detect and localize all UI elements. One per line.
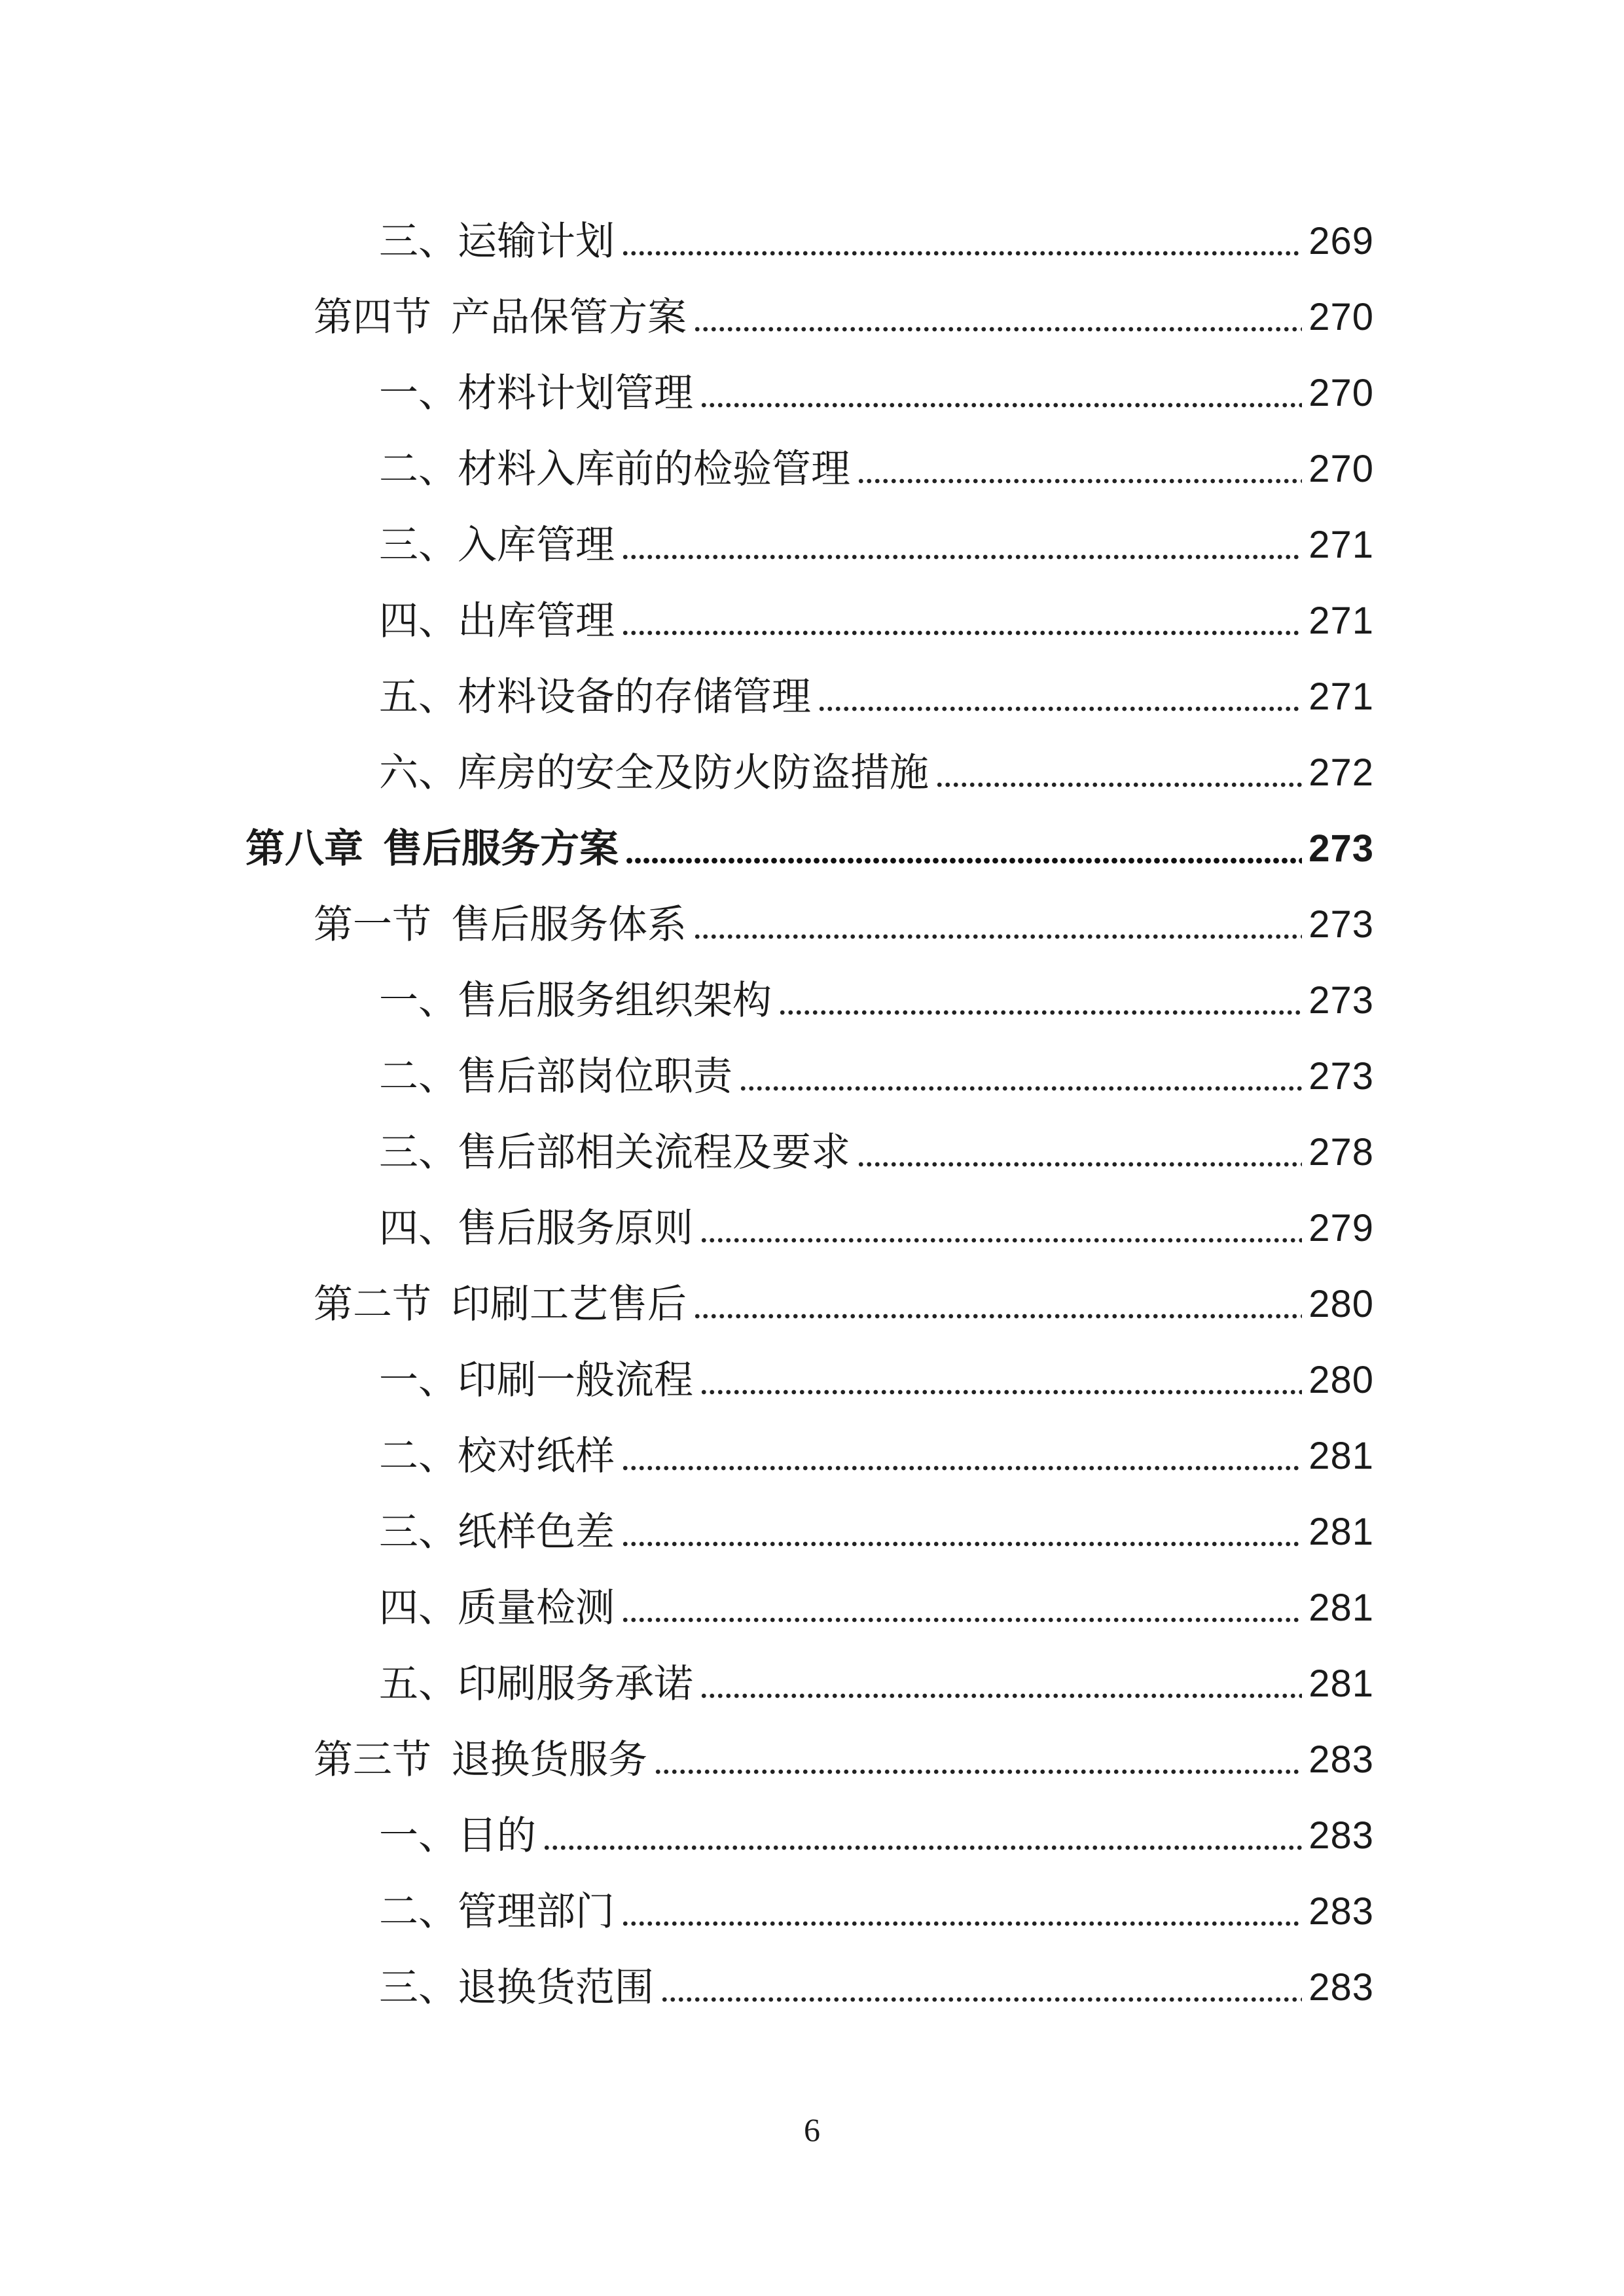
toc-entry[interactable] — [379, 1655, 1374, 1713]
toc-entry-title — [314, 1731, 647, 1789]
toc-entry-prefix: 第一节 — [314, 902, 431, 948]
toc-entry-text: 目的 — [458, 1813, 536, 1859]
dot-leader — [700, 1351, 1302, 1410]
toc-entry-page: 273 — [1308, 979, 1374, 1022]
toc-entry-page: 280 — [1308, 1283, 1374, 1325]
dot-leader — [818, 668, 1302, 726]
toc-entry-text: 产品保管方案 — [451, 295, 687, 340]
dot-leader — [621, 212, 1302, 271]
toc-entry-page: 283 — [1308, 1814, 1374, 1857]
dot-leader — [621, 516, 1302, 575]
toc-entry-text: 质量检测 — [458, 1585, 615, 1631]
toc-entry[interactable] — [379, 1199, 1374, 1258]
toc-entry-title — [379, 516, 615, 575]
toc-entry[interactable] — [379, 971, 1374, 1030]
toc-entry-text: 校对纸样 — [458, 1433, 615, 1479]
toc-entry-prefix: 三、 — [379, 1965, 458, 2011]
toc-entry[interactable] — [314, 895, 1374, 954]
dot-leader — [857, 440, 1302, 499]
toc-entry-prefix: 第四节 — [314, 295, 431, 340]
toc-entry-text: 退换货服务 — [451, 1737, 647, 1783]
toc-entry-page: 271 — [1308, 675, 1374, 718]
dot-leader — [700, 364, 1302, 423]
toc-entry-page: 269 — [1308, 220, 1374, 262]
toc-entry-title — [379, 1503, 615, 1562]
toc-entry[interactable] — [379, 1503, 1374, 1562]
toc-entry-title — [245, 819, 619, 878]
toc-entry-text: 运输计划 — [458, 219, 615, 264]
toc-entry-page: 283 — [1308, 1966, 1374, 2009]
toc-entry-page: 273 — [1308, 903, 1374, 946]
toc-entry-page: 281 — [1308, 1662, 1374, 1705]
toc-entry-page: 270 — [1308, 448, 1374, 490]
toc-entry-page: 281 — [1308, 1511, 1374, 1553]
dot-leader — [621, 1503, 1302, 1562]
toc-entry-text: 印刷服务承诺 — [458, 1661, 693, 1707]
toc-entry-prefix: 一、 — [379, 1357, 458, 1403]
toc-entry-prefix: 第二节 — [314, 1282, 431, 1327]
dot-leader — [621, 1427, 1302, 1486]
toc-entry-prefix: 一、 — [379, 1813, 458, 1859]
toc-entry-title — [379, 1579, 615, 1638]
toc-entry-text: 售后服务原则 — [458, 1206, 693, 1251]
toc-entry[interactable] — [379, 1351, 1374, 1410]
toc-entry-text: 入库管理 — [458, 522, 615, 568]
toc-entry-title — [379, 1047, 732, 1106]
toc-entry-title — [379, 1427, 615, 1486]
dot-leader — [693, 1275, 1302, 1334]
toc-entry-title — [379, 1123, 850, 1182]
toc-entry-prefix: 二、 — [379, 446, 458, 492]
toc-entry[interactable] — [379, 668, 1374, 726]
toc-entry-title — [379, 1351, 693, 1410]
page-number: 6 — [804, 2111, 820, 2148]
toc-entry-text: 出库管理 — [458, 598, 615, 644]
toc-entry-page: 278 — [1308, 1131, 1374, 1174]
toc-entry-page: 272 — [1308, 751, 1374, 794]
toc-entry[interactable] — [379, 1806, 1374, 1865]
toc-entry-page: 280 — [1308, 1359, 1374, 1401]
toc-entry[interactable] — [314, 1731, 1374, 1789]
toc-entry-title — [314, 288, 687, 347]
toc-entry-title — [379, 440, 850, 499]
toc-entry-prefix: 五、 — [379, 1661, 458, 1707]
toc-entry-prefix: 二、 — [379, 1054, 458, 1100]
toc-entry-text: 材料入库前的检验管理 — [458, 446, 850, 492]
toc-entry[interactable] — [379, 1882, 1374, 1941]
toc-entry[interactable] — [379, 364, 1374, 423]
toc-entry-title — [379, 668, 811, 726]
toc-entry-page: 279 — [1308, 1207, 1374, 1249]
toc-entry[interactable] — [379, 1958, 1374, 2017]
dot-leader — [857, 1123, 1302, 1182]
toc-entry-prefix: 一、 — [379, 978, 458, 1024]
toc-entry-page: 270 — [1308, 296, 1374, 338]
toc-entry[interactable] — [314, 1275, 1374, 1334]
toc-entry-text: 售后服务组织架构 — [458, 978, 772, 1024]
toc-entry[interactable] — [379, 1579, 1374, 1638]
toc-entry-title — [314, 1275, 687, 1334]
toc-entry-prefix: 三、 — [379, 1509, 458, 1555]
toc-entry[interactable] — [379, 440, 1374, 499]
toc-entry-text: 印刷工艺售后 — [451, 1282, 687, 1327]
toc-entry[interactable] — [379, 1123, 1374, 1182]
toc-entry[interactable] — [379, 1047, 1374, 1106]
toc-entry-title — [379, 1806, 536, 1865]
toc-entry-prefix: 第八章 — [245, 826, 363, 872]
toc-entry-page: 281 — [1308, 1587, 1374, 1629]
toc-entry-page: 283 — [1308, 1890, 1374, 1933]
toc-entry-page: 273 — [1308, 1055, 1374, 1098]
toc-entry-title — [379, 1655, 693, 1713]
toc-entry-prefix: 四、 — [379, 1585, 458, 1631]
toc-entry-text: 售后部相关流程及要求 — [458, 1130, 850, 1175]
toc-entry-page: 270 — [1308, 372, 1374, 414]
toc-entry-title — [379, 592, 615, 651]
toc-entry-title — [379, 1958, 654, 2017]
dot-leader — [739, 1047, 1302, 1106]
dot-leader — [654, 1731, 1302, 1789]
toc-entry-text: 管理部门 — [458, 1889, 615, 1935]
toc-entry[interactable] — [379, 516, 1374, 575]
toc-entry-prefix: 四、 — [379, 598, 458, 644]
toc-entry-text: 印刷一般流程 — [458, 1357, 693, 1403]
toc-entry-title — [379, 1882, 615, 1941]
toc-entry-prefix: 第三节 — [314, 1737, 431, 1783]
toc-entry-page: 281 — [1308, 1435, 1374, 1477]
toc-entry-prefix: 二、 — [379, 1433, 458, 1479]
toc-entry-title — [379, 364, 693, 423]
toc-entry-title — [314, 895, 687, 954]
dot-leader — [543, 1806, 1302, 1865]
toc-entry-page: 271 — [1308, 524, 1374, 566]
toc-entry-title — [379, 212, 615, 271]
toc-entry-prefix: 三、 — [379, 219, 458, 264]
toc-entry-title — [379, 1199, 693, 1258]
toc-entry-chapter[interactable] — [245, 819, 1374, 878]
toc-entry-prefix: 二、 — [379, 1889, 458, 1935]
dot-leader — [625, 819, 1302, 878]
toc-entry-text: 库房的安全及防火防盗措施 — [458, 750, 929, 796]
dot-leader — [935, 744, 1302, 802]
dot-leader — [693, 288, 1302, 347]
toc-entry[interactable] — [379, 1427, 1374, 1486]
dot-leader — [660, 1958, 1302, 2017]
toc-entry[interactable] — [379, 592, 1374, 651]
dot-leader — [621, 1579, 1302, 1638]
toc-entry-text: 材料计划管理 — [458, 370, 693, 416]
toc-entry[interactable] — [379, 212, 1374, 271]
toc-entry-page: 283 — [1308, 1738, 1374, 1781]
toc-entry[interactable] — [314, 288, 1374, 347]
toc-entry-prefix: 六、 — [379, 750, 458, 796]
dot-leader — [693, 895, 1302, 954]
toc-entry-prefix: 五、 — [379, 674, 458, 720]
toc-entry-prefix: 三、 — [379, 1130, 458, 1175]
toc-entry[interactable] — [379, 744, 1374, 802]
dot-leader — [700, 1655, 1302, 1713]
toc-entry-prefix: 四、 — [379, 1206, 458, 1251]
toc-entry-text: 售后部岗位职责 — [458, 1054, 732, 1100]
dot-leader — [621, 1882, 1302, 1941]
toc-entry-prefix: 三、 — [379, 522, 458, 568]
toc-entry-title — [379, 971, 772, 1030]
toc-entry-text: 材料设备的存储管理 — [458, 674, 811, 720]
toc-entry-text: 售后服务体系 — [451, 902, 687, 948]
toc-entry-page: 273 — [1308, 827, 1374, 870]
toc-entry-text: 纸样色差 — [458, 1509, 615, 1555]
dot-leader — [778, 971, 1302, 1030]
toc-entry-title — [379, 744, 929, 802]
toc-entry-text: 退换货范围 — [458, 1965, 654, 2011]
toc-entry-page: 271 — [1308, 600, 1374, 642]
toc-entry-prefix: 一、 — [379, 370, 458, 416]
dot-leader — [700, 1199, 1302, 1258]
dot-leader — [621, 592, 1302, 651]
toc-entry-text: 售后服务方案 — [383, 826, 619, 872]
